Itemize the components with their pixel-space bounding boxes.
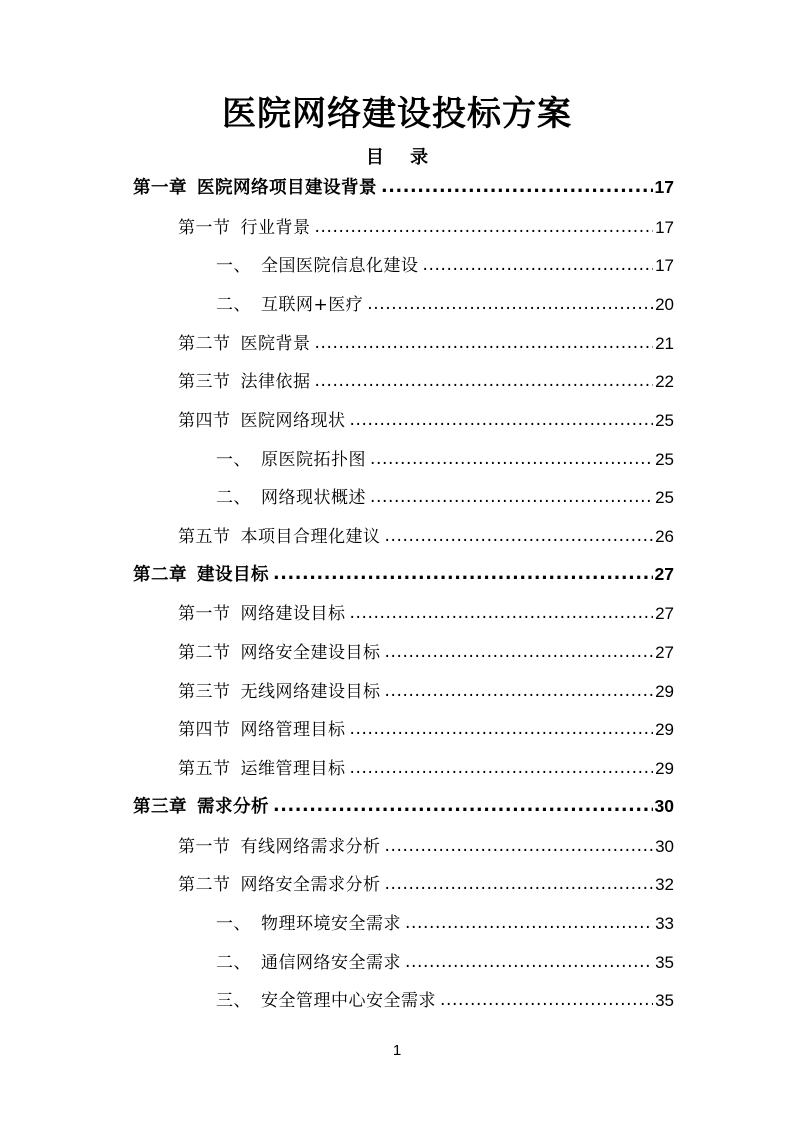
- toc-entry-number: 第三章: [133, 796, 187, 817]
- toc-entry[interactable]: [0, 167, 794, 206]
- toc-entry-label: [178, 754, 346, 779]
- toc-entry-text: 网络建设目标: [240, 604, 346, 625]
- toc-entry[interactable]: [0, 283, 794, 322]
- toc-entry-page: 30: [655, 836, 674, 856]
- toc-entry[interactable]: [0, 360, 794, 399]
- toc-entry-label: [178, 522, 381, 547]
- toc-entry-text: 医院网络项目建设背景: [197, 177, 377, 198]
- toc-dot-leader: [315, 371, 654, 391]
- toc-entry-label: [178, 213, 311, 238]
- toc-entry-number: 第一节: [178, 217, 231, 238]
- toc-entry-number: 第一节: [178, 836, 231, 857]
- toc-entry-label: [216, 290, 363, 315]
- toc-entry-page: 27: [654, 563, 674, 584]
- toc-entry[interactable]: [0, 709, 794, 748]
- toc-entry-text: 法律依据: [240, 372, 311, 393]
- toc-entry-text: 医院背景: [240, 333, 311, 354]
- toc-entry-text: 需求分析: [197, 796, 269, 817]
- toc-dot-leader: [273, 796, 653, 816]
- toc-entry-page: 26: [655, 527, 674, 547]
- toc-entry-number: 一、: [216, 256, 251, 277]
- toc-dot-leader: [440, 990, 653, 1010]
- toc-dot-leader: [350, 719, 654, 739]
- toc-dot-leader: [423, 255, 654, 275]
- toc-dot-leader: [385, 642, 654, 662]
- toc-entry-number: 三、: [216, 991, 251, 1012]
- toc-entry[interactable]: [0, 554, 794, 593]
- toc-entry-number: 一、: [216, 913, 251, 934]
- toc-entry[interactable]: [0, 244, 794, 283]
- toc-entry-text: 安全管理中心安全需求: [261, 991, 436, 1012]
- toc-entry-number: 一、: [216, 449, 251, 470]
- toc-entry-text: 无线网络建设目标: [240, 681, 381, 702]
- toc-dot-leader: [315, 217, 654, 237]
- toc-entry-label: [216, 986, 436, 1011]
- toc-entry-label: [178, 329, 311, 354]
- toc-entry-number: 第四节: [178, 720, 231, 741]
- toc-entry[interactable]: [0, 438, 794, 477]
- toc-entry-label: [216, 483, 366, 508]
- toc-entry-number: 二、: [216, 294, 251, 315]
- page-number: 1: [392, 1042, 402, 1059]
- toc-entry-page: 21: [655, 333, 674, 353]
- toc-entry-text: 网络安全建设目标: [240, 643, 381, 664]
- toc-entry-page: 29: [655, 720, 674, 740]
- toc-entry-label: [216, 445, 366, 470]
- toc-entry-page: 35: [655, 952, 674, 972]
- toc-entry[interactable]: [0, 670, 794, 709]
- toc-entry-number: 第二节: [178, 333, 231, 354]
- toc-entry[interactable]: [0, 477, 794, 516]
- toc-dot-leader: [350, 410, 654, 430]
- toc-entry-label: [178, 832, 381, 857]
- toc-entry-number: 二、: [216, 952, 251, 973]
- toc-entry-page: 32: [655, 875, 674, 895]
- toc-entry-label: [178, 715, 346, 740]
- toc-entry-text: 行业背景: [240, 217, 311, 238]
- toc-entry-label: [178, 638, 381, 663]
- toc-entry-page: 25: [655, 449, 674, 469]
- toc-heading: 目 录: [365, 147, 439, 168]
- toc-entry-text: 物理环境安全需求: [261, 913, 401, 934]
- toc-dot-leader: [385, 836, 654, 856]
- toc-entry-number: 第二章: [133, 564, 187, 585]
- toc-dot-leader: [350, 758, 654, 778]
- toc-entry-text: 网络现状概述: [261, 488, 366, 509]
- toc-entry-label: [133, 174, 377, 199]
- toc-dot-leader: [315, 333, 654, 353]
- toc-entry-number: 第五节: [178, 759, 231, 780]
- toc-entry-label: [216, 909, 401, 934]
- toc-entry-number: 第三节: [178, 372, 231, 393]
- toc-entry-text: 医院网络现状: [240, 410, 346, 431]
- toc-entry-number: 第一节: [178, 604, 231, 625]
- toc-entry-number: 第四节: [178, 410, 231, 431]
- toc-entry-text: 网络安全需求分析: [240, 875, 381, 896]
- toc-entry-page: 20: [655, 294, 674, 314]
- toc-dot-leader: [405, 952, 653, 972]
- toc-entry[interactable]: [0, 399, 794, 438]
- toc-dot-leader: [385, 681, 654, 701]
- toc-dot-leader: [385, 526, 654, 546]
- toc-dot-leader: [405, 913, 653, 933]
- toc-entry[interactable]: [0, 593, 794, 632]
- toc-entry[interactable]: [0, 631, 794, 670]
- toc-entry-page: 35: [655, 991, 674, 1011]
- toc-entry-page: 33: [655, 913, 674, 933]
- toc-entry-page: 22: [655, 372, 674, 392]
- toc-entry[interactable]: [0, 979, 794, 1018]
- document-title: 医院网络建设投标方案: [222, 94, 572, 134]
- toc-entry-label: [216, 948, 401, 973]
- toc-entry[interactable]: [0, 863, 794, 902]
- toc-dot-leader: [370, 487, 653, 507]
- toc-dot-leader: [385, 874, 654, 894]
- toc-entry-number: 第一章: [133, 177, 187, 198]
- toc-entry[interactable]: [0, 786, 794, 825]
- toc-dot-leader: [350, 603, 654, 623]
- toc-entry-label: [216, 251, 419, 276]
- toc-entry-text: 原医院拓扑图: [261, 449, 366, 470]
- toc-entry[interactable]: [0, 322, 794, 361]
- toc-entry-page: 29: [655, 681, 674, 701]
- toc-entry-page: 27: [655, 604, 674, 624]
- toc-entry-text: 网络管理目标: [240, 720, 346, 741]
- toc-entry-number: 第三节: [178, 681, 231, 702]
- toc-entry-label: [178, 677, 381, 702]
- table-of-contents: [0, 167, 794, 1018]
- toc-entry-number: 第五节: [178, 527, 231, 548]
- toc-entry-text: 通信网络安全需求: [261, 952, 401, 973]
- toc-entry-label: [133, 793, 269, 818]
- toc-entry-text: 有线网络需求分析: [240, 836, 381, 857]
- toc-entry-page: 17: [655, 217, 674, 237]
- toc-entry[interactable]: [0, 825, 794, 864]
- toc-entry-number: 二、: [216, 488, 251, 509]
- toc-entry-text: 运维管理目标: [240, 759, 346, 780]
- toc-entry[interactable]: [0, 515, 794, 554]
- toc-entry-page: 17: [654, 176, 674, 197]
- toc-entry-text: 全国医院信息化建设: [261, 256, 419, 277]
- toc-entry-label: [178, 406, 346, 431]
- toc-entry-page: 27: [655, 643, 674, 663]
- toc-entry-text: 互联网+医疗: [261, 294, 364, 315]
- toc-entry-number: 第二节: [178, 875, 231, 896]
- toc-entry-page: 25: [655, 410, 674, 430]
- toc-dot-leader: [273, 564, 653, 584]
- toc-entry-page: 25: [655, 488, 674, 508]
- toc-entry[interactable]: [0, 941, 794, 980]
- toc-entry-text: 本项目合理化建议: [240, 527, 381, 548]
- toc-entry-label: [178, 870, 381, 895]
- toc-entry-label: [133, 561, 269, 586]
- toc-entry-text: 建设目标: [197, 564, 269, 585]
- toc-dot-leader: [367, 294, 653, 314]
- toc-entry[interactable]: [0, 902, 794, 941]
- toc-entry-page: 29: [655, 759, 674, 779]
- toc-entry-label: [178, 367, 311, 392]
- toc-entry-page: 17: [655, 256, 674, 276]
- toc-entry-label: [178, 599, 346, 624]
- toc-entry[interactable]: [0, 206, 794, 245]
- toc-entry-page: 30: [654, 795, 674, 816]
- toc-dot-leader: [370, 449, 653, 469]
- toc-dot-leader: [381, 177, 653, 197]
- toc-entry[interactable]: [0, 747, 794, 786]
- toc-entry-number: 第二节: [178, 643, 231, 664]
